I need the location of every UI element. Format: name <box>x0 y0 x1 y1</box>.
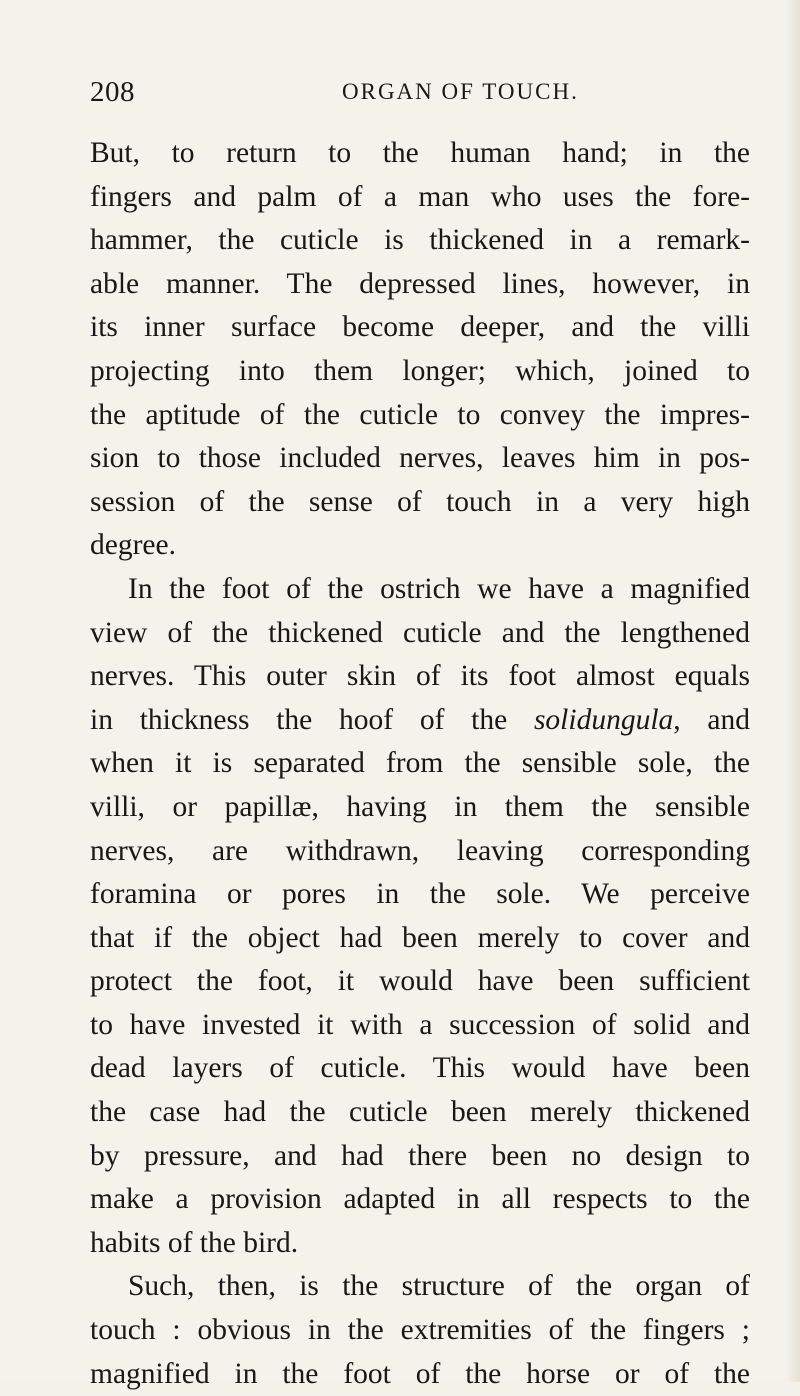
page-edge-shadow <box>786 0 800 1382</box>
text-line: sion to those included nerves, leaves him in pos- <box>90 442 750 475</box>
text-line: nerves. This outer skin of its foot almost equals <box>90 660 750 693</box>
page-number: 208 <box>90 76 135 108</box>
text-line: hammer, the cuticle is thickened in a remark- <box>90 224 750 257</box>
text-line: make a provision adapted in all respects to the <box>90 1183 750 1216</box>
text-line: its inner surface become deeper, and the villi <box>90 311 750 344</box>
text-line: when it is separated from the sensible sole, the <box>90 747 750 780</box>
text-line: protect the foot, it would have been sufficient <box>90 965 750 998</box>
running-head: ORGAN OF TOUCH. <box>342 79 579 104</box>
text-line: fingers and palm of a man who uses the fore- <box>90 180 750 213</box>
text-line: habits of the bird. <box>90 1226 299 1259</box>
text-line: touch : obvious in the extremities of the fingers ; <box>90 1314 750 1347</box>
text-line: to have invested it with a succession of solid and <box>90 1008 750 1041</box>
body-text <box>90 132 750 1396</box>
text-line: dead layers of cuticle. This would have been <box>90 1052 750 1085</box>
text-line: In the foot of the ostrich we have a magnified <box>128 572 750 605</box>
text-line: projecting into them longer; which, joined to <box>90 354 750 387</box>
text-segment: in thickness the hoof of the <box>90 703 534 736</box>
text-line: the aptitude of the cuticle to convey the impres- <box>90 398 750 431</box>
text-segment: , and <box>673 703 750 736</box>
text-line: foramina or pores in the sole. We perceive <box>90 878 750 911</box>
text-line: magnified in the foot of the horse or of the <box>90 1357 750 1390</box>
text-line: by pressure, and had there been no design to <box>90 1139 750 1172</box>
text-line: But, to return to the human hand; in the <box>90 137 750 169</box>
text-line-with-italic <box>90 699 750 743</box>
text-line: degree. <box>90 529 176 562</box>
text-line: able manner. The depressed lines, however, in <box>90 267 750 300</box>
text-line: Such, then, is the structure of the organ of <box>128 1270 750 1303</box>
text-line: that if the object had been merely to cover and <box>90 921 750 954</box>
text-line: nerves, are withdrawn, leaving corresponding <box>90 834 750 867</box>
text-line: villi, or papillæ, having in them the sensible <box>90 790 750 823</box>
text-line: view of the thickened cuticle and the lengthened <box>90 616 750 649</box>
page-header <box>90 76 750 116</box>
text-line: session of the sense of touch in a very high <box>90 485 750 518</box>
italic-term: solidungula <box>533 703 674 736</box>
text-line: the case had the cuticle been merely thickened <box>90 1096 750 1129</box>
